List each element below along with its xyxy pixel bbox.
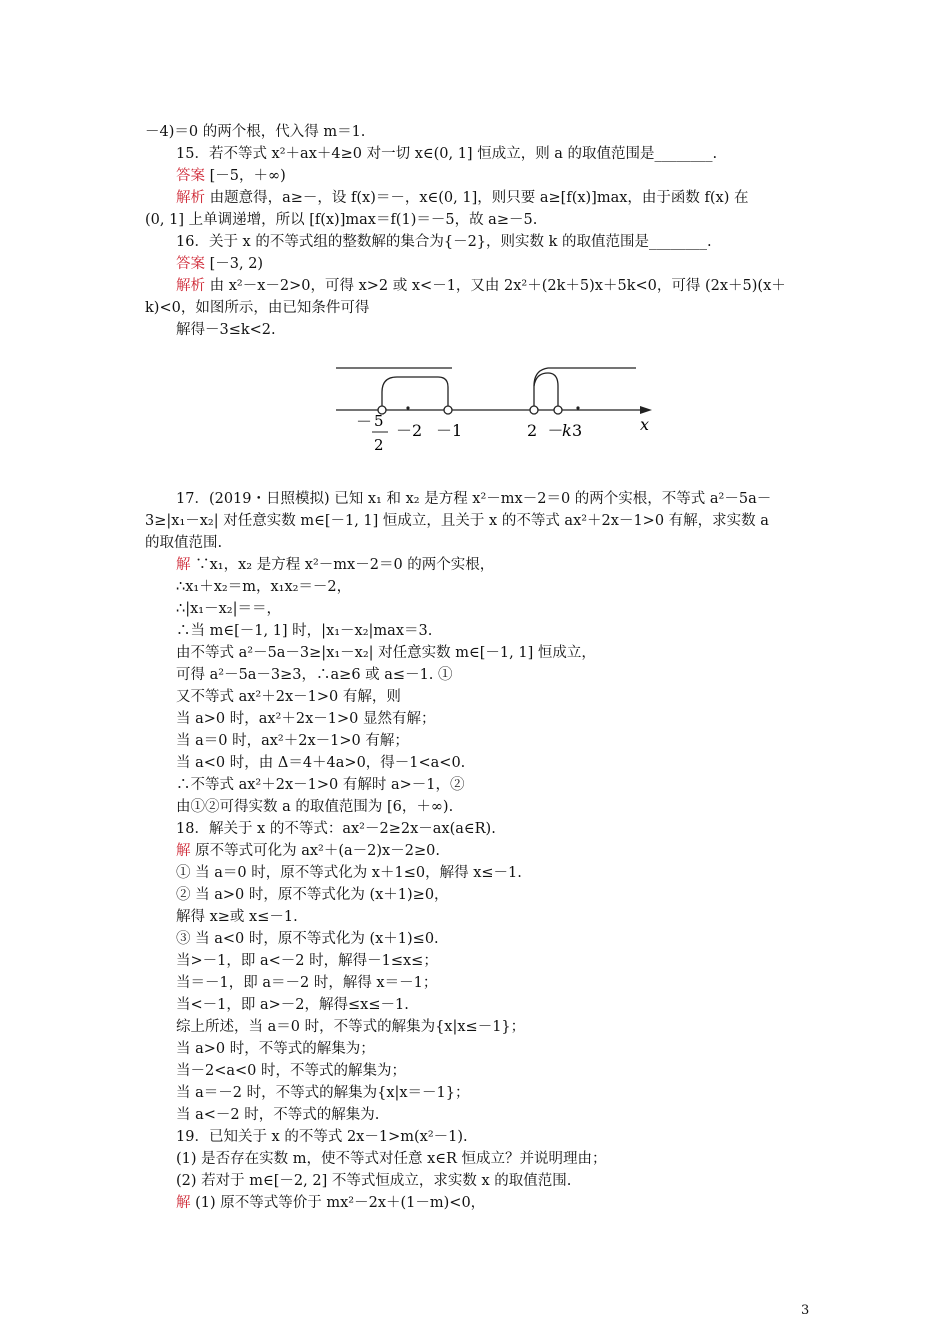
text-line: 的取值范围. (145, 535, 223, 551)
text-line: 当 a>0 时，ax²＋2x－1>0 显然有解； (176, 711, 436, 727)
text-line: 3≥|x₁－x₂| 对任意实数 m∈[－1, 1] 恒成立，且关于 x 的不等式 ax²＋2x－1>0 有解，求实数 a (145, 513, 769, 529)
text-line: ∴x₁＋x₂＝m，x₁x₂＝－2， (176, 579, 352, 595)
problem-17: 17．(2019・日照模拟) 已知 x₁ 和 x₂ 是方程 x²－mx－2＝0 的两个实根，不等式 a²－5a－ (176, 491, 772, 507)
text-line: (1) 是否存在实数 m，使不等式对任意 x∈R 恒成立？并说明理由； (176, 1151, 607, 1167)
label-neg-k: －k (546, 421, 572, 440)
text-line: 当<－1，即 a>－2，解得≤x≤－1. (176, 997, 409, 1013)
problem-15: 15．若不等式 x²＋ax＋4≥0 对一切 x∈(0, 1] 恒成立，则 a 的取值范围是________. (176, 146, 718, 162)
label-three: 3 (572, 421, 583, 440)
text-line: ∴|x₁－x₂|＝＝， (176, 601, 281, 617)
label-axis-x: x (640, 415, 650, 434)
solution-18: 解 原不等式可化为 ax²＋(a－2)x－2≥0. (176, 843, 440, 859)
text-line: 由不等式 a²－5a－3≥|x₁－x₂| 对任意实数 m∈[－1, 1] 恒成立， (176, 645, 596, 661)
text-line: －4)＝0 的两个根，代入得 m＝1. (145, 124, 366, 140)
answer-15: 答案 [－5，＋∞) (176, 168, 286, 184)
text-line: 又不等式 ax²＋2x－1>0 有解，则 (176, 689, 401, 705)
label-two-den: 2 (374, 436, 384, 454)
text-line: 当 a＝－2 时，不等式的解集为{x|x＝－1}； (176, 1085, 470, 1101)
page-number: 3 (801, 1303, 810, 1318)
label-two: 2 (527, 421, 538, 440)
text-line: 综上所述，当 a＝0 时，不等式的解集为{x|x≤－1}； (176, 1019, 526, 1035)
text-line: 由①②可得实数 a 的取值范围为 [6，＋∞). (176, 799, 454, 815)
label-neg-two: －2 (396, 421, 423, 440)
analysis-15: 解析 由题意得，a≥－，设 f(x)＝－，x∈(0, 1]，则只要 a≥[f(x)]max，由于函数 f(x) 在 (176, 190, 749, 206)
text-line: ∴当 m∈[－1, 1] 时，|x₁－x₂|max＝3. (176, 623, 433, 639)
label-neg-sign: － (356, 412, 373, 431)
solution-17: 解 ∵x₁，x₂ 是方程 x²－mx－2＝0 的两个实根， (176, 557, 495, 573)
text-line: (2) 若对于 m∈[－2, 2] 不等式恒成立，求实数 x 的取值范围. (176, 1173, 572, 1189)
text-line: ① 当 a＝0 时，原不等式化为 x＋1≤0，解得 x≤－1. (176, 865, 522, 881)
text-line: 当 a<0 时，由 Δ＝4＋4a>0，得－1<a<0. (176, 755, 466, 771)
text-line: 可得 a²－5a－3≥3，∴a≥6 或 a≤－1. ① (176, 667, 453, 683)
text-line: 解得 x≥或 x≤－1. (176, 909, 298, 925)
analysis-16: 解析 由 x²－x－2>0，可得 x>2 或 x<－1，又由 2x²＋(2k＋5)x＋5k<0，可得 (2x＋5)(x＋ (176, 278, 786, 294)
text-line: ③ 当 a<0 时，原不等式化为 (x＋1)≤0. (176, 931, 439, 947)
text-line: 当＝－1，即 a＝－2 时，解得 x＝－1； (176, 975, 438, 991)
text-line: 当 a＝0 时，ax²＋2x－1>0 有解； (176, 733, 409, 749)
text-line: (0, 1] 上单调递增，所以 [f(x)]max＝f(1)＝－5，故 a≥－5. (145, 212, 538, 228)
problem-16: 16．关于 x 的不等式组的整数解的集合为{－2}，则实数 k 的取值范围是________. (176, 234, 712, 250)
label-neg-one: －1 (436, 421, 463, 440)
problem-18: 18．解关于 x 的不等式：ax²－2≥2x－ax(a∈R). (176, 821, 496, 837)
number-line-figure (334, 340, 674, 465)
text-line: 解得－3≤k<2. (176, 322, 276, 338)
text-line: 当 a>0 时，不等式的解集为； (176, 1041, 375, 1057)
text-line: ② 当 a>0 时，原不等式化为 (x＋1)≥0， (176, 887, 449, 903)
text-line: ∴不等式 ax²＋2x－1>0 有解时 a>－1，② (176, 777, 465, 793)
text-line: 当>－1，即 a<－2 时，解得－1≤x≤； (176, 953, 438, 969)
text-line: k)<0，如图所示，由已知条件可得 (145, 300, 370, 316)
text-line: 当 a<－2 时，不等式的解集为. (176, 1107, 380, 1123)
problem-19: 19．已知关于 x 的不等式 2x－1>m(x²－1). (176, 1129, 468, 1145)
answer-16: 答案 [－3, 2) (176, 256, 264, 272)
solution-19: 解 (1) 原不等式等价于 mx²－2x＋(1－m)<0， (176, 1195, 486, 1211)
label-five: 5 (374, 412, 384, 430)
text-line: 当－2<a<0 时，不等式的解集为； (176, 1063, 407, 1079)
